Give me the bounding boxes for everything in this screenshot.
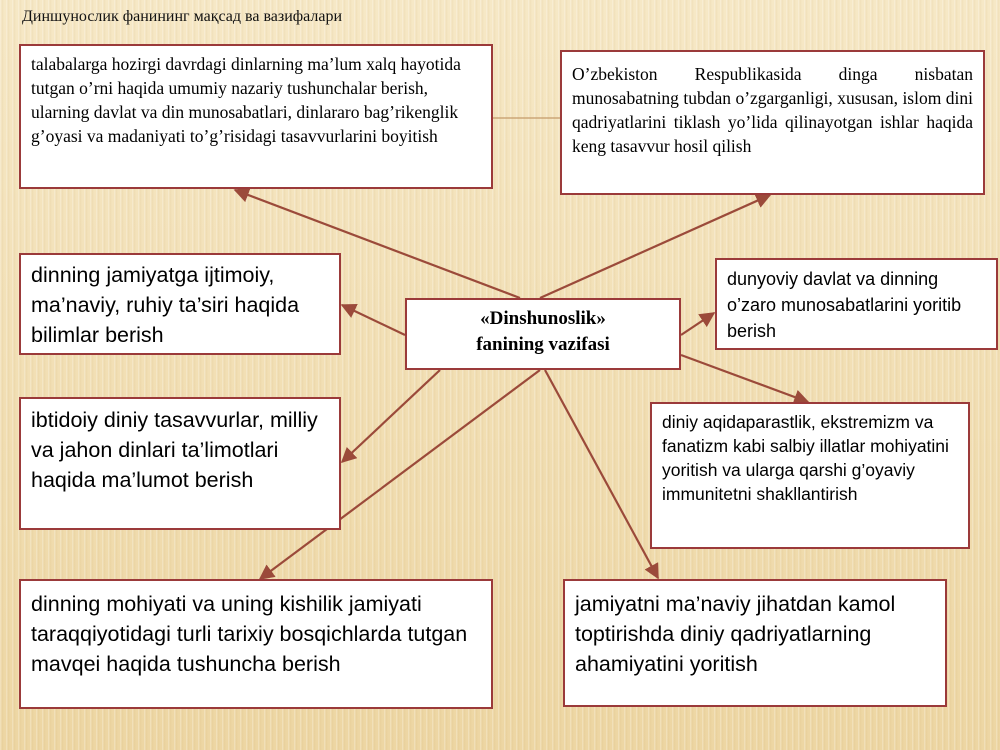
task-text-top-left: talabalarga hozirgi davrdagi dinlarning ma’lum xalq hayotida tutgan o’rni haqida umumiy nazariy tushunchalar berish, ularning davlat va din munosabatlari, dinlararo bag’rikenglik g’oyasi va madaniyati to’g’risidagi tasavvurlarini boyitish [31, 54, 461, 146]
arrow-to-bottom-right [545, 370, 658, 578]
task-box-mid-left [19, 253, 341, 355]
center-box [405, 298, 681, 370]
task-box-low-right [650, 402, 970, 549]
task-text-mid-left: dinning jamiyatga ijtimoiy, ma’naviy, ruhiy ta’siri haqida bilimlar berish [31, 263, 300, 347]
arrow-to-low-right [681, 355, 808, 402]
arrow-to-mid-left [342, 305, 405, 335]
task-box-top-left [19, 44, 493, 189]
task-box-bottom-right [563, 579, 947, 707]
task-text-bottom-left: dinning mohiyati va uning kishilik jamiyati taraqqiyotidagi turli tarixiy bosqichlarda tutgan mavqei haqida tushuncha berish [31, 592, 468, 676]
task-text-low-left: ibtidoiy diniy tasavvurlar, milliy va jahon dinlari ta’limotlari haqida ma’lumot berish [31, 408, 318, 492]
task-box-bottom-left [19, 579, 493, 709]
task-box-top-right [560, 50, 985, 195]
center-title-line1: «Dinshunoslik» [480, 308, 606, 329]
center-title-line2: fanining vazifasi [476, 334, 610, 355]
task-box-low-left [19, 397, 341, 530]
task-box-mid-right [715, 258, 998, 350]
task-text-bottom-right: jamiyatni ma’naviy jihatdan kamol toptirishda diniy qadriyatlarning ahamiyatini yoritish [575, 592, 896, 676]
arrow-to-low-left [342, 370, 440, 462]
task-text-low-right: diniy aqidaparastlik, ekstremizm va fanatizm kabi salbiy illatlar mohiyatini yoritish va ularga qarshi g’oyaviy immunitetni shakllantirish [662, 412, 949, 504]
arrow-to-mid-right [681, 313, 714, 335]
slide-title: Диншунослик фанининг мақсад ва вазифалари [22, 8, 343, 25]
task-text-top-right: O’zbekiston Respublikasida dinga nisbatan munosabatning tubdan o’zgarganligi, xususan, islom dini qadriyatlarini tiklash yo’lida qilinayotgan ishlar haqida keng tasavvur hosil qilish [572, 64, 973, 156]
task-text-mid-right: dunyoviy davlat va dinning o’zaro munosabatlarini yoritib berish [727, 269, 962, 341]
